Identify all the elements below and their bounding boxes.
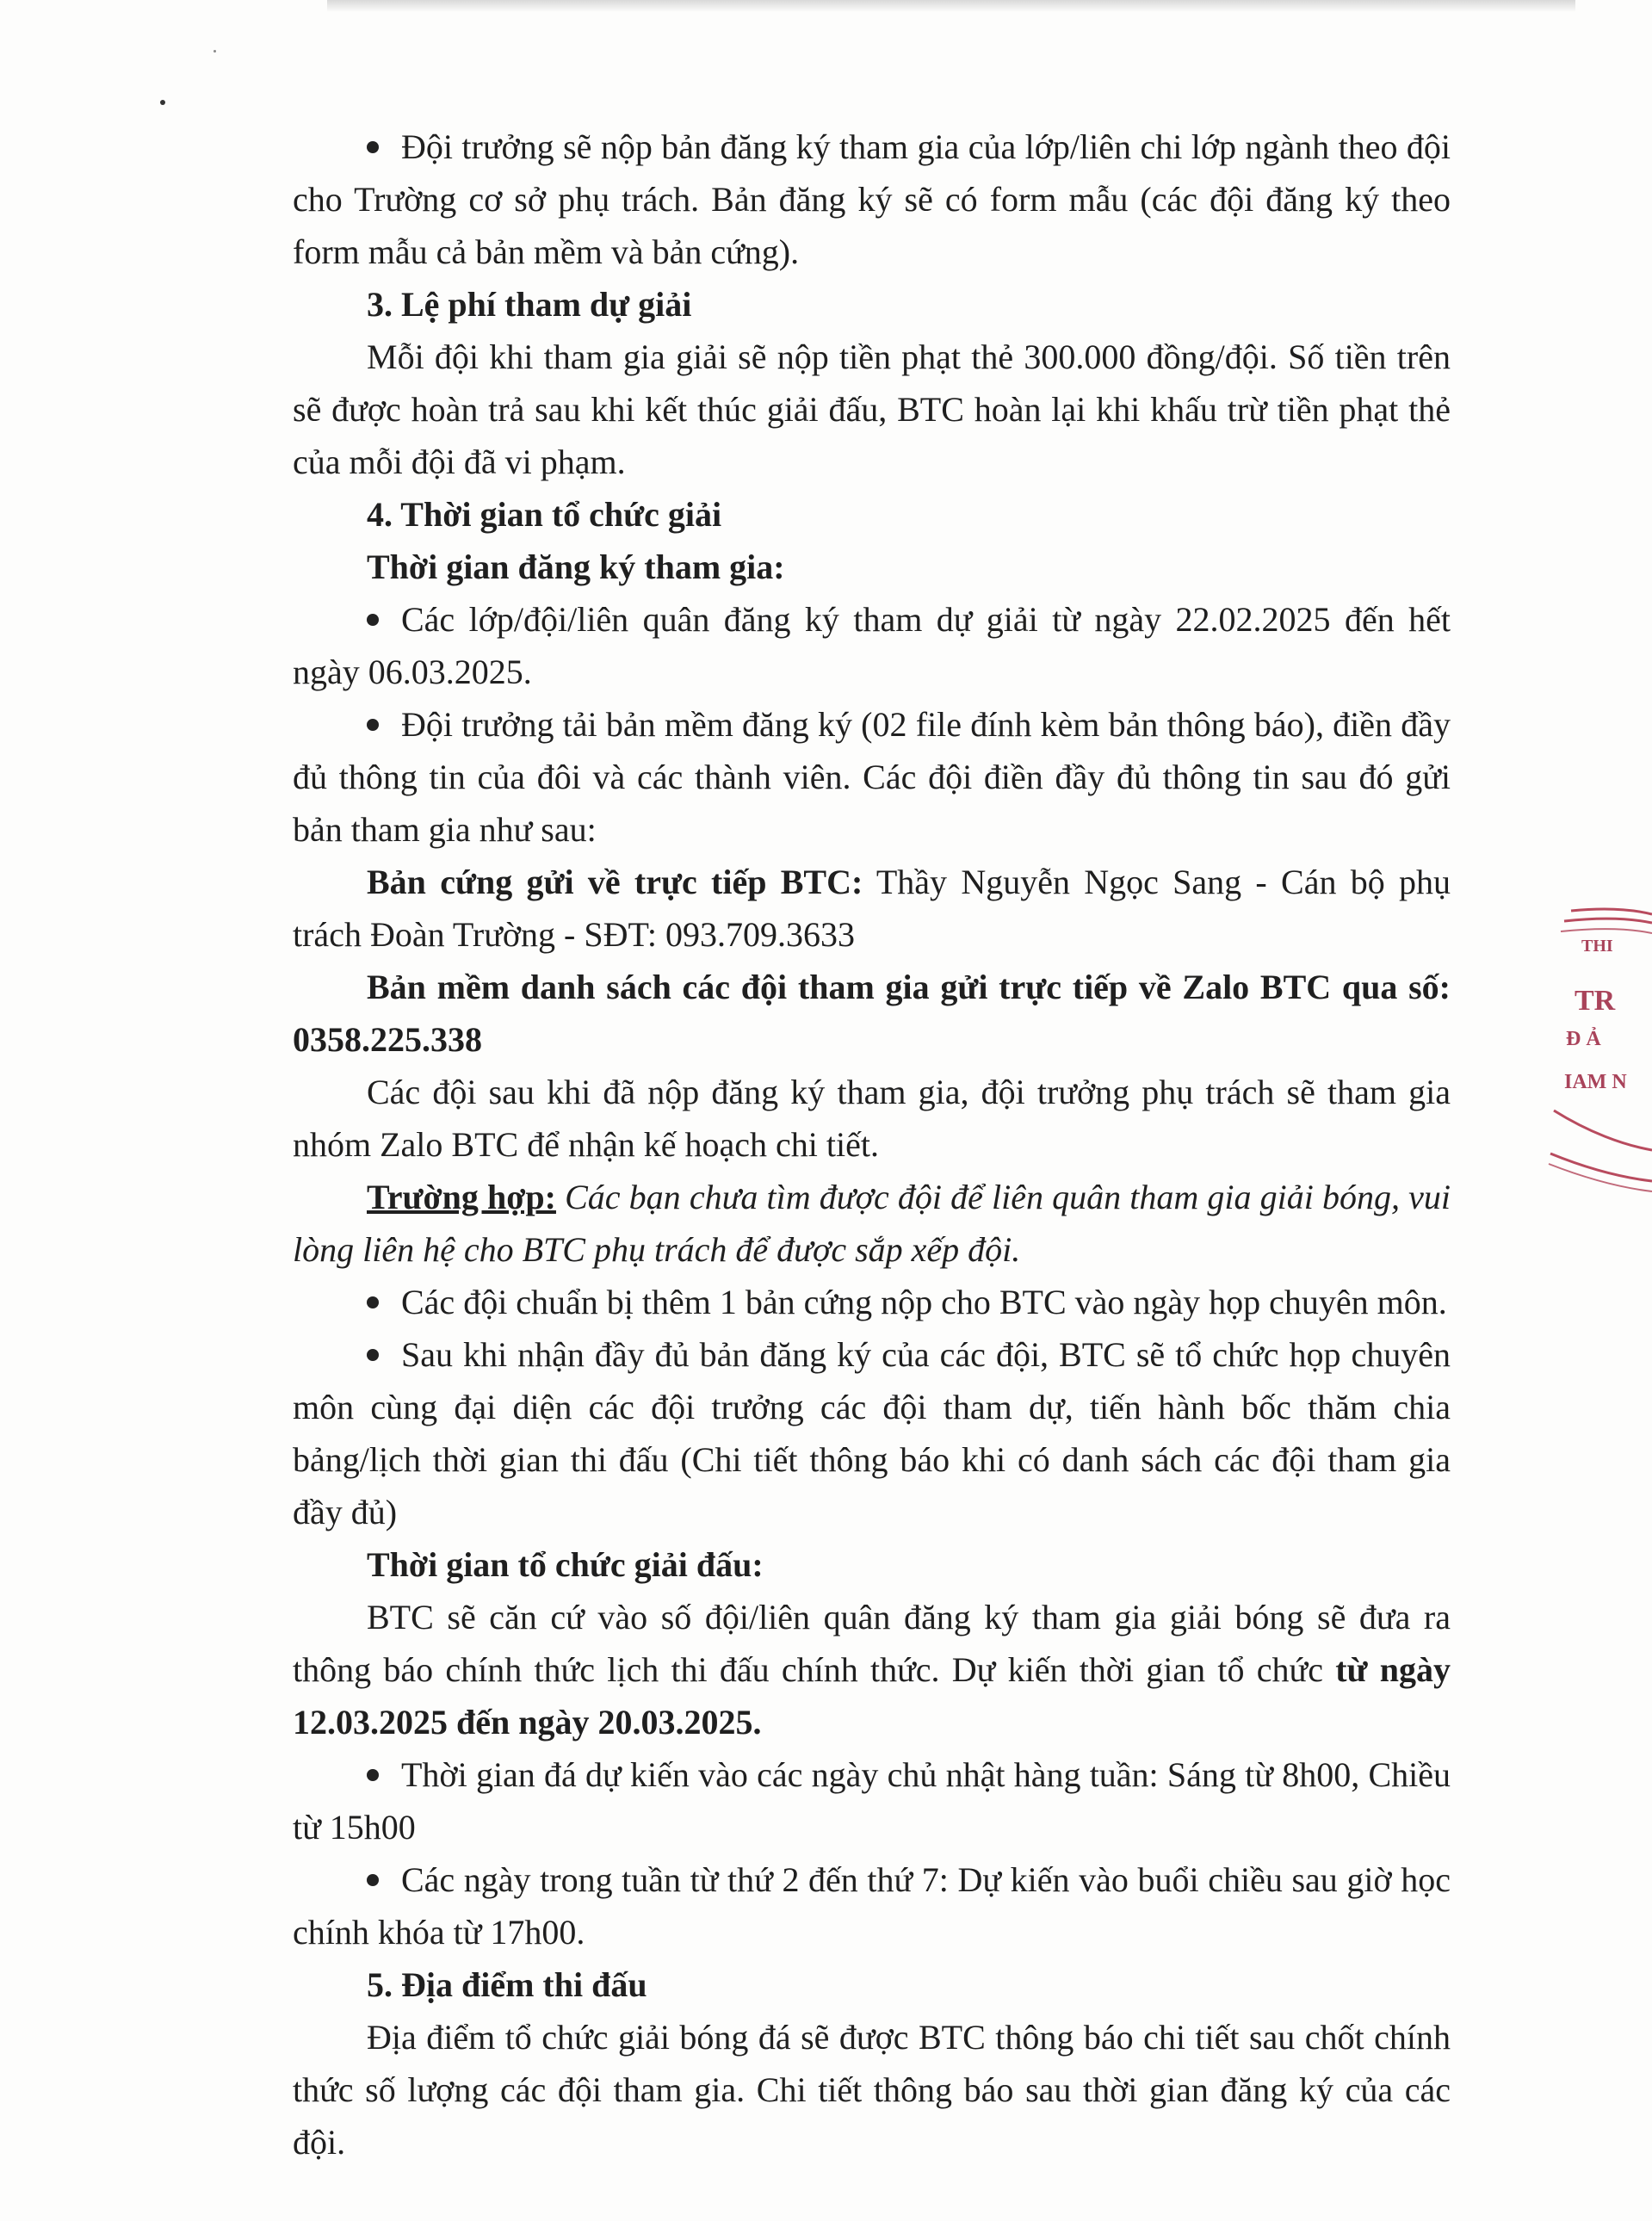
bullet-icon bbox=[367, 141, 379, 153]
bullet-icon bbox=[367, 1769, 379, 1781]
paragraph-text: Các đội chuẩn bị thêm 1 bản cứng nộp cho BTC vào ngày họp chuyên môn. bbox=[401, 1283, 1447, 1321]
hardcopy-details: Thầy Nguyễn Ngọc Sang - Cán bộ phụ trách Đoàn Trường - SĐT: 093.709.3633 bbox=[293, 863, 1451, 954]
bullet-paragraph bbox=[293, 1748, 1451, 1853]
stamp-text: Đ Ả bbox=[1566, 1028, 1601, 1050]
paragraph-text: Thời gian đá dự kiến vào các ngày chủ nhật hàng tuần: Sáng từ 8h00, Chiều từ 15h00 bbox=[293, 1755, 1451, 1847]
section-heading: 3. Lệ phí tham dự giải bbox=[367, 285, 692, 324]
bullet-icon bbox=[367, 719, 379, 731]
scan-speck bbox=[160, 100, 165, 105]
bullet-paragraph bbox=[293, 1328, 1451, 1538]
schedule-dates: từ ngày 12.03.2025 đến ngày 20.03.2025. bbox=[293, 1650, 1451, 1742]
bullet-paragraph bbox=[293, 1276, 1451, 1328]
scan-shadow bbox=[327, 0, 1575, 12]
bullet-paragraph bbox=[293, 121, 1451, 278]
document-body bbox=[293, 121, 1451, 2168]
hardcopy-label: Bản cứng gửi về trực tiếp BTC: bbox=[367, 863, 863, 901]
schedule-text: BTC sẽ căn cứ vào số đội/liên quân đăng ký tham gia giải bóng sẽ đưa ra thông báo chính thức lịch thi đấu chính thức. Dự kiến thời gian tổ chức bbox=[293, 1598, 1451, 1689]
bullet-paragraph bbox=[293, 1853, 1451, 1958]
paragraph: Địa điểm tổ chức giải bóng đá sẽ được BTC thông báo chi tiết sau chốt chính thức số lượng các đội tham gia. Chi tiết thông báo sau thời gian đăng ký của các đội. bbox=[293, 2018, 1451, 2162]
bullet-paragraph bbox=[293, 698, 1451, 856]
bullet-icon bbox=[367, 1349, 379, 1361]
paragraph: Các đội sau khi đã nộp đăng ký tham gia, đội trưởng phụ trách sẽ tham gia nhóm Zalo BTC để nhận kế hoạch chi tiết. bbox=[293, 1073, 1451, 1164]
scan-speck bbox=[213, 50, 216, 53]
softcopy-contact-paragraph: Bản mềm danh sách các đội tham gia gửi trực tiếp về Zalo BTC qua số: 0358.225.338 bbox=[293, 968, 1451, 1059]
hardcopy-contact-paragraph bbox=[293, 856, 1451, 961]
paragraph-text: Đội trưởng tải bản mềm đăng ký (02 file đính kèm bản thông báo), điền đầy đủ thông tin của đôi và các thành viên. Các đội điền đầy đủ thông tin sau đó gửi bản tham gia như sau: bbox=[293, 705, 1451, 849]
subsection-heading: Thời gian tổ chức giải đấu: bbox=[367, 1545, 764, 1584]
subsection-heading: Thời gian đăng ký tham gia: bbox=[367, 548, 785, 586]
stamp-text: IAM N bbox=[1564, 1071, 1627, 1093]
case-paragraph bbox=[293, 1171, 1451, 1276]
paragraph-text: Đội trưởng sẽ nộp bản đăng ký tham gia của lớp/liên chi lớp ngành theo đội cho Trường cơ sở phụ trách. Bản đăng ký sẽ có form mẫu (các đội đăng ký theo form mẫu cả bản mềm và bản cứng). bbox=[293, 127, 1451, 271]
bullet-icon bbox=[367, 1296, 379, 1308]
case-text: Các bạn chưa tìm được đội để liên quân tham gia giải bóng, vui lòng liên hệ cho BTC phụ trách để được sắp xếp đội. bbox=[293, 1178, 1451, 1269]
schedule-paragraph bbox=[293, 1591, 1451, 1748]
section-heading: 5. Địa điểm thi đấu bbox=[367, 1965, 647, 2004]
official-stamp bbox=[1519, 895, 1652, 1205]
paragraph-text: Các lớp/đội/liên quân đăng ký tham dự giải từ ngày 22.02.2025 đến hết ngày 06.03.2025. bbox=[293, 600, 1451, 691]
stamp-text: THI bbox=[1581, 937, 1613, 956]
stamp-text: TR bbox=[1575, 985, 1616, 1017]
paragraph-text: Sau khi nhận đầy đủ bản đăng ký của các đội, BTC sẽ tổ chức họp chuyên môn cùng đại diện các đội trưởng các đội tham dự, tiến hành bốc thăm chia bảng/lịch thời gian thi đấu (Chi tiết thông báo khi có danh sách các đội tham gia đầy đủ) bbox=[293, 1335, 1451, 1531]
bullet-icon bbox=[367, 1874, 379, 1886]
section-heading: 4. Thời gian tổ chức giải bbox=[367, 495, 722, 534]
paragraph-text: Các ngày trong tuần từ thứ 2 đến thứ 7: Dự kiến vào buổi chiều sau giờ học chính khóa từ 17h00. bbox=[293, 1860, 1451, 1952]
paragraph: Mỗi đội khi tham gia giải sẽ nộp tiền phạt thẻ 300.000 đồng/đội. Số tiền trên sẽ được hoàn trả sau khi kết thúc giải đấu, BTC hoàn lại khi khấu trừ tiền phạt thẻ của mỗi đội đã vi phạm. bbox=[293, 337, 1451, 481]
bullet-icon bbox=[367, 614, 379, 626]
case-label: Trường hợp: bbox=[367, 1178, 556, 1216]
bullet-paragraph bbox=[293, 593, 1451, 698]
